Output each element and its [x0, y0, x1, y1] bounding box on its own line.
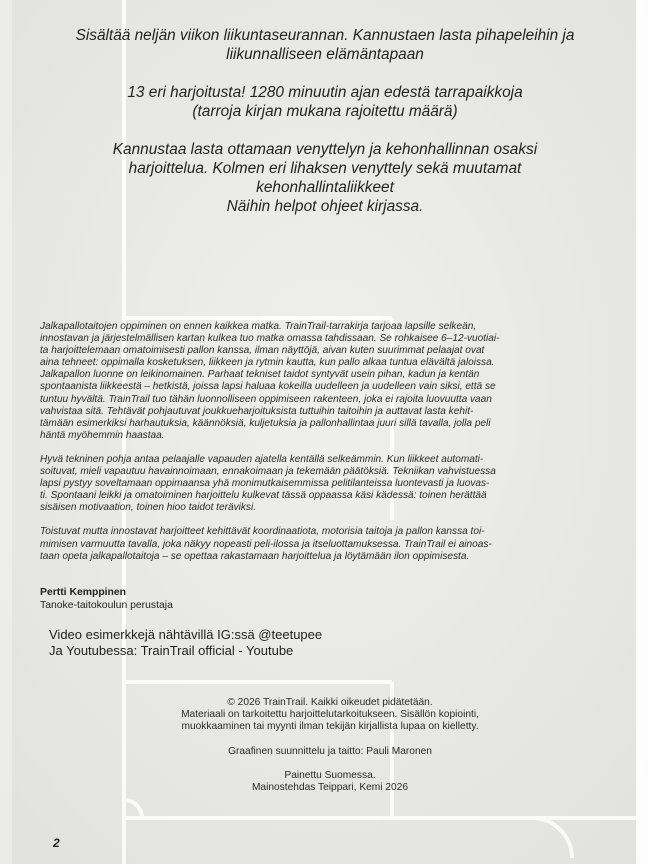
body-line: Toistuvat mutta innostavat harjoitteet kehittävät koordinaatiota, motorisia taitoja ja pallon kanssa toi-: [40, 526, 485, 538]
body-text: [40, 321, 588, 575]
body-line: Hyvä tekninen pohja antaa pelaajalle vapauden ajatella kentällä selkeämmin. Kun liikkeet automati-: [40, 453, 484, 465]
intro-line: (tarroja kirjan mukana rajoitettu määrä): [192, 103, 458, 120]
intro-line: Kannustaa lasta ottamaan venyttelyn ja kehonhallinnan osaksi: [112, 141, 538, 158]
body-line: häntä myöhemmin haastaa.: [40, 429, 165, 441]
video-instagram: Video esimerkkejä nähtävillä IG:ssä @teetupee: [49, 627, 323, 642]
intro-paragraph-2: [30, 83, 620, 121]
author-name: Pertti Kemppinen: [40, 587, 127, 598]
colophon-line: © 2026 TrainTrail. Kaikki oikeudet pidätetään.: [227, 697, 433, 708]
body-paragraph-2: [40, 454, 588, 514]
intro-line: harjoittelua. Kolmen eri lihaksen venyttely sekä muutamat: [128, 160, 522, 177]
intro-line: Näihin helpot ohjeet kirjassa.: [226, 198, 424, 215]
intro-block: [30, 26, 620, 235]
colophon-line: muokkaaminen tai myynti ilman tekijän kirjallista lupaa on kielletty.: [181, 721, 479, 733]
page-number: 2: [53, 836, 60, 850]
intro-line: 13 eri harjoitusta! 1280 minuutin ajan edestä tarrapaikkoja: [127, 84, 523, 101]
right-edge-strip: [636, 0, 648, 864]
colophon: [120, 697, 540, 806]
intro-line: liikunnalliseen elämäntapaan: [226, 46, 424, 63]
video-youtube: Ja Youtubessa: TrainTrail official - Youtube: [49, 642, 294, 658]
body-line: tämään esimerkiksi harhautuksia, käännöksiä, kuljetuksia ja pallonhallintaa juuri sillä tavalla, jolla peli: [40, 417, 491, 429]
body-line: tuntuu hyvältä. TrainTrail tuo tähän luonnolliseen oppimiseen rakenteen, joka ei rajoita luovuutta vaan: [40, 393, 492, 405]
intro-line: Sisältää neljän viikon liikuntaseurannan. Kannustaen lasta pihapeleihin ja: [75, 27, 575, 44]
intro-paragraph-1: [30, 26, 620, 64]
body-line: taan opeta jalkapallotaitoja – se opettaa rakastamaan harjoittelua ja löytämään ilon oppimisesta.: [40, 550, 470, 562]
design-credit: [120, 746, 540, 758]
colophon-line: Painettu Suomessa.: [284, 769, 376, 781]
body-line: ta harjoittelemaan omatoimisesti pallon kanssa, ilman näyttöjä, aivan kuten suurimmat pelaajat ovat: [40, 345, 485, 357]
intro-paragraph-3: [30, 140, 620, 216]
body-line: Jalkapallon luonne on leikinomainen. Parhaat tekniset taidot syntyvät usein pihan, kadun ja kentän: [40, 369, 480, 381]
print-info: [120, 770, 540, 794]
body-paragraph-1: [40, 321, 588, 442]
intro-line: kehonhallintaliikkeet: [256, 179, 394, 196]
body-line: soituvat, mieli vapautuu havainnoimaan, ennakoimaan ja tekemään päätöksiä. Tekniikan vahvistuessa: [40, 466, 496, 478]
author-role: Tanoke-taitokoulun perustaja: [40, 599, 173, 611]
colophon-line: Mainostehdas Teippari, Kemi 2026: [251, 782, 409, 794]
body-line: innostavan ja järjestelmällisen kartan kulkea tuo matka omassa tahdissaan. Se rohkaisee 6–12-vuotiai-: [40, 333, 500, 345]
copyright-notice: [120, 697, 540, 734]
body-paragraph-3: [40, 526, 588, 562]
body-line: lapsi pystyy soveltamaan oppimaansa yhä monimutkaisemmissa pelitilanteissa luontevasti ja luovas-: [40, 478, 490, 490]
body-line: aina tehneet: oppimalla kosketuksen, liikkeen ja rytmin kautta, kun pallo alkaa tuntua elävältä jaloissa.: [40, 357, 495, 369]
video-info: [49, 627, 322, 658]
body-line: ti. Spontaani leikki ja omatoiminen harjoittelu kulkevat tässä oppaassa käsi kädessä: toinen herättää: [40, 490, 487, 502]
body-line: spontaanista liikkeestä – hetkistä, joissa lapsi haluaa kokeilla uudelleen ja uudelleen vain siksi, että se: [40, 381, 496, 393]
body-line: mimisen varmuutta tavalla, joka näkyy nopeasti peli-ilossa ja itseluottamuksessa. TrainTrail ei ainoas-: [40, 538, 492, 550]
signature: [40, 587, 173, 612]
colophon-line: Graafinen suunnittelu ja taitto: Pauli Maronen: [228, 745, 432, 757]
colophon-line: Materiaali on tarkoitettu harjoittelutarkoitukseen. Sisällön kopiointi,: [181, 709, 479, 721]
left-edge-strip: [0, 0, 12, 864]
body-line: vahvistaa sitä. Tehtävät pohjautuvat joukkueharjoituksista tuttuihin taitoihin ja auttavat lasta kehit-: [40, 405, 474, 417]
body-line: sisäisen motivaation, toinen hioo taidot teräviksi.: [40, 502, 257, 514]
body-line: Jalkapallotaitojen oppiminen on ennen kaikkea matka. TrainTrail-tarrakirja tarjoaa lapsille selkeän,: [40, 321, 477, 332]
